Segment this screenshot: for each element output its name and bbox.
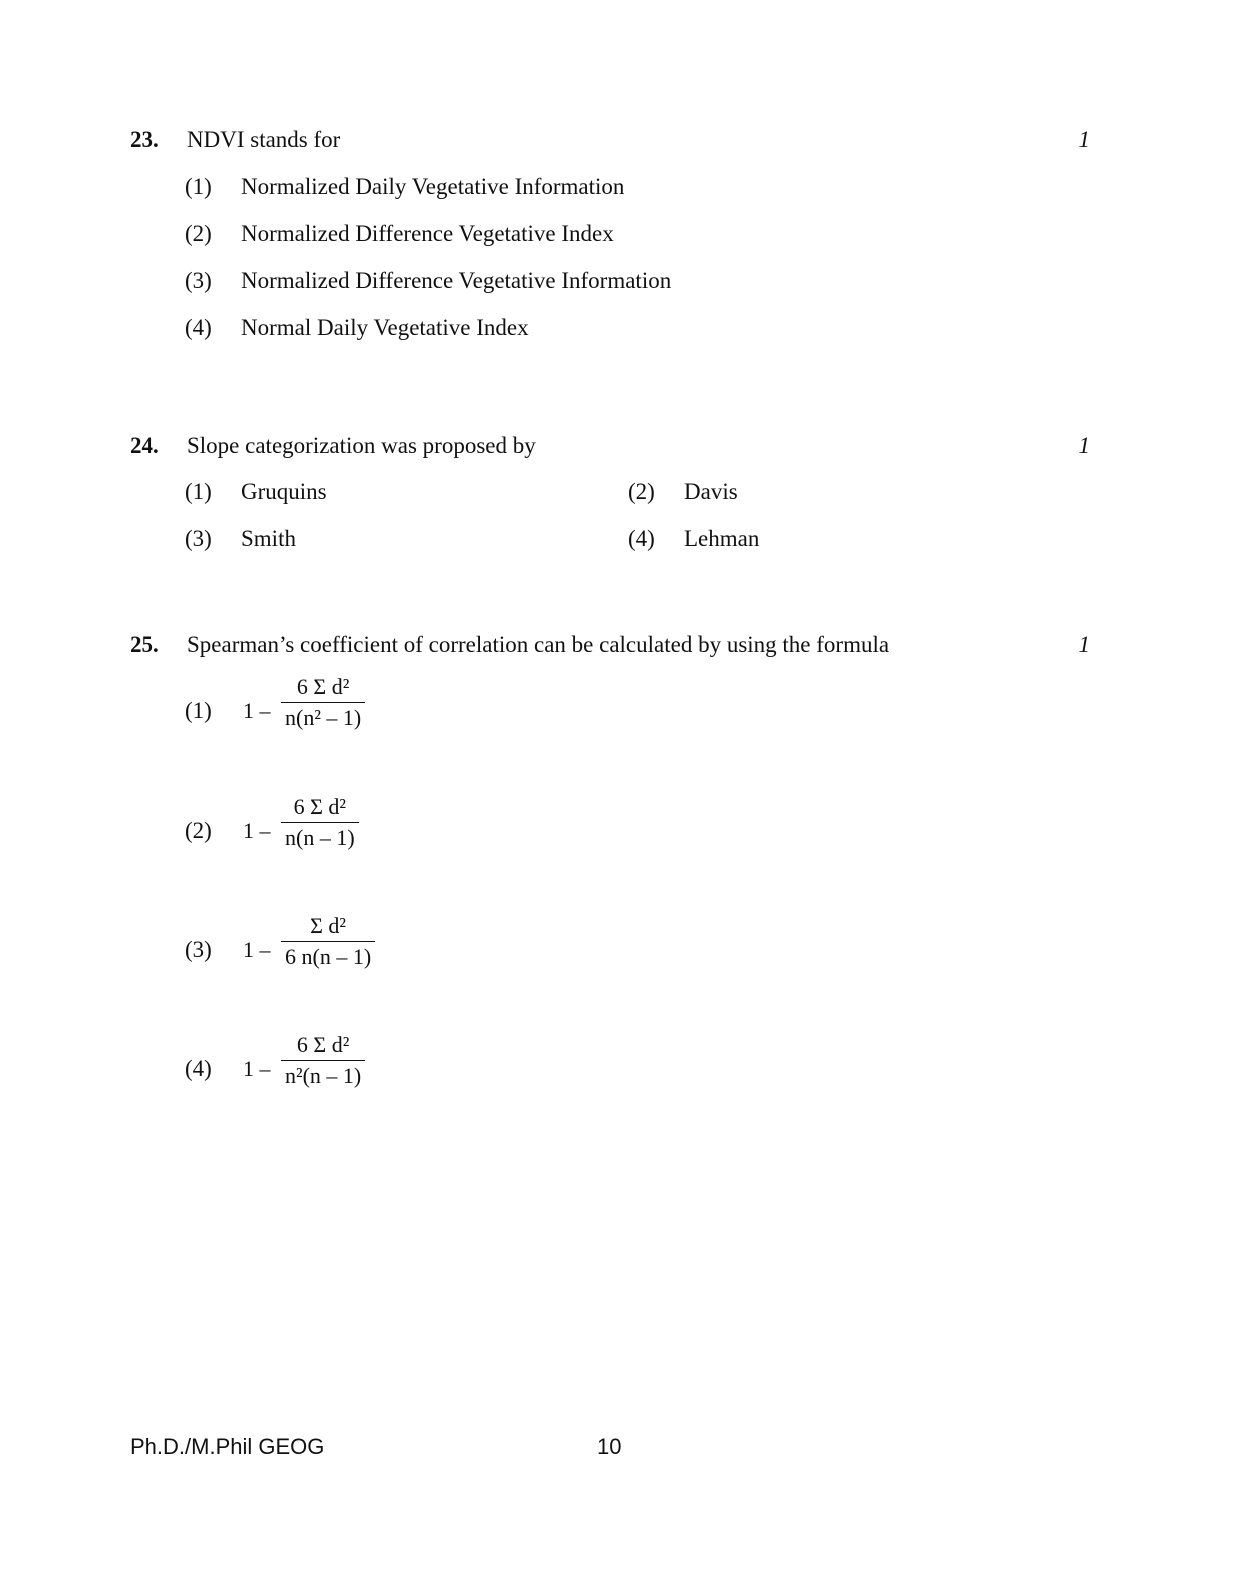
question-number: 25. — [130, 632, 159, 657]
question-23 — [130, 127, 1090, 340]
question-text: NDVI stands for — [187, 127, 341, 152]
formula-denominator: 6 n(n – 1) — [285, 944, 372, 969]
formula-lead: 1 – — [243, 698, 271, 723]
option-number: (3) — [185, 526, 212, 551]
formula-denominator: n(n – 1) — [285, 825, 355, 850]
option-number: (4) — [185, 1056, 212, 1081]
option-text: Normalized Daily Vegetative Information — [241, 174, 625, 199]
question-25 — [130, 632, 1090, 1088]
formula-numerator: Σ d² — [310, 913, 347, 938]
formula-fraction — [281, 794, 359, 851]
question-number: 23. — [130, 127, 159, 152]
option-number: (3) — [185, 268, 212, 293]
formula-denominator: n(n² – 1) — [285, 705, 362, 730]
option-text: Normalized Difference Vegetative Information — [241, 268, 672, 293]
question-header — [130, 433, 1090, 469]
option-text: Smith — [241, 526, 296, 551]
question-24 — [130, 433, 1090, 551]
option-text: Normalized Difference Vegetative Index — [241, 221, 614, 246]
option-number: (3) — [185, 937, 212, 962]
formula-option-2 — [185, 794, 485, 874]
option-text: Normal Daily Vegetative Index — [241, 315, 529, 340]
question-marks: 1 — [1078, 433, 1090, 458]
question-text: Slope categorization was proposed by — [187, 433, 536, 458]
footer-course: Ph.D./M.Phil GEOG — [130, 1434, 325, 1459]
option-text: Davis — [684, 479, 738, 504]
formula-fraction — [281, 674, 365, 731]
option-number: (4) — [628, 526, 655, 551]
formula-numerator: 6 Σ d² — [296, 1032, 350, 1057]
footer-page-number: 10 — [597, 1434, 622, 1459]
formula-option-4 — [185, 1032, 485, 1112]
option-text: Gruquins — [241, 479, 327, 504]
option-number: (2) — [185, 221, 212, 246]
formula-option-3 — [185, 913, 485, 993]
option-number: (1) — [185, 698, 212, 723]
formula-denominator: n²(n – 1) — [285, 1063, 362, 1088]
formula-lead: 1 – — [243, 937, 271, 962]
formula-numerator: 6 Σ d² — [293, 794, 347, 819]
question-marks: 1 — [1078, 127, 1090, 152]
formula-lead: 1 – — [243, 818, 271, 843]
question-text: Spearman’s coefficient of correlation can be calculated by using the formula — [187, 632, 890, 657]
option-number: (2) — [628, 479, 655, 504]
question-marks: 1 — [1078, 632, 1090, 657]
question-header — [130, 632, 1090, 668]
option-number: (1) — [185, 479, 212, 504]
formula-numerator: 6 Σ d² — [296, 674, 350, 699]
option-number: (2) — [185, 818, 212, 843]
option-number: (4) — [185, 315, 212, 340]
formula-lead: 1 – — [243, 1056, 271, 1081]
formula-fraction — [281, 1032, 365, 1089]
formula-option-1 — [185, 674, 485, 754]
question-number: 24. — [130, 433, 159, 458]
formula-fraction — [281, 913, 375, 970]
option-text: Lehman — [684, 526, 760, 551]
question-header — [130, 127, 1090, 163]
option-number: (1) — [185, 174, 212, 199]
